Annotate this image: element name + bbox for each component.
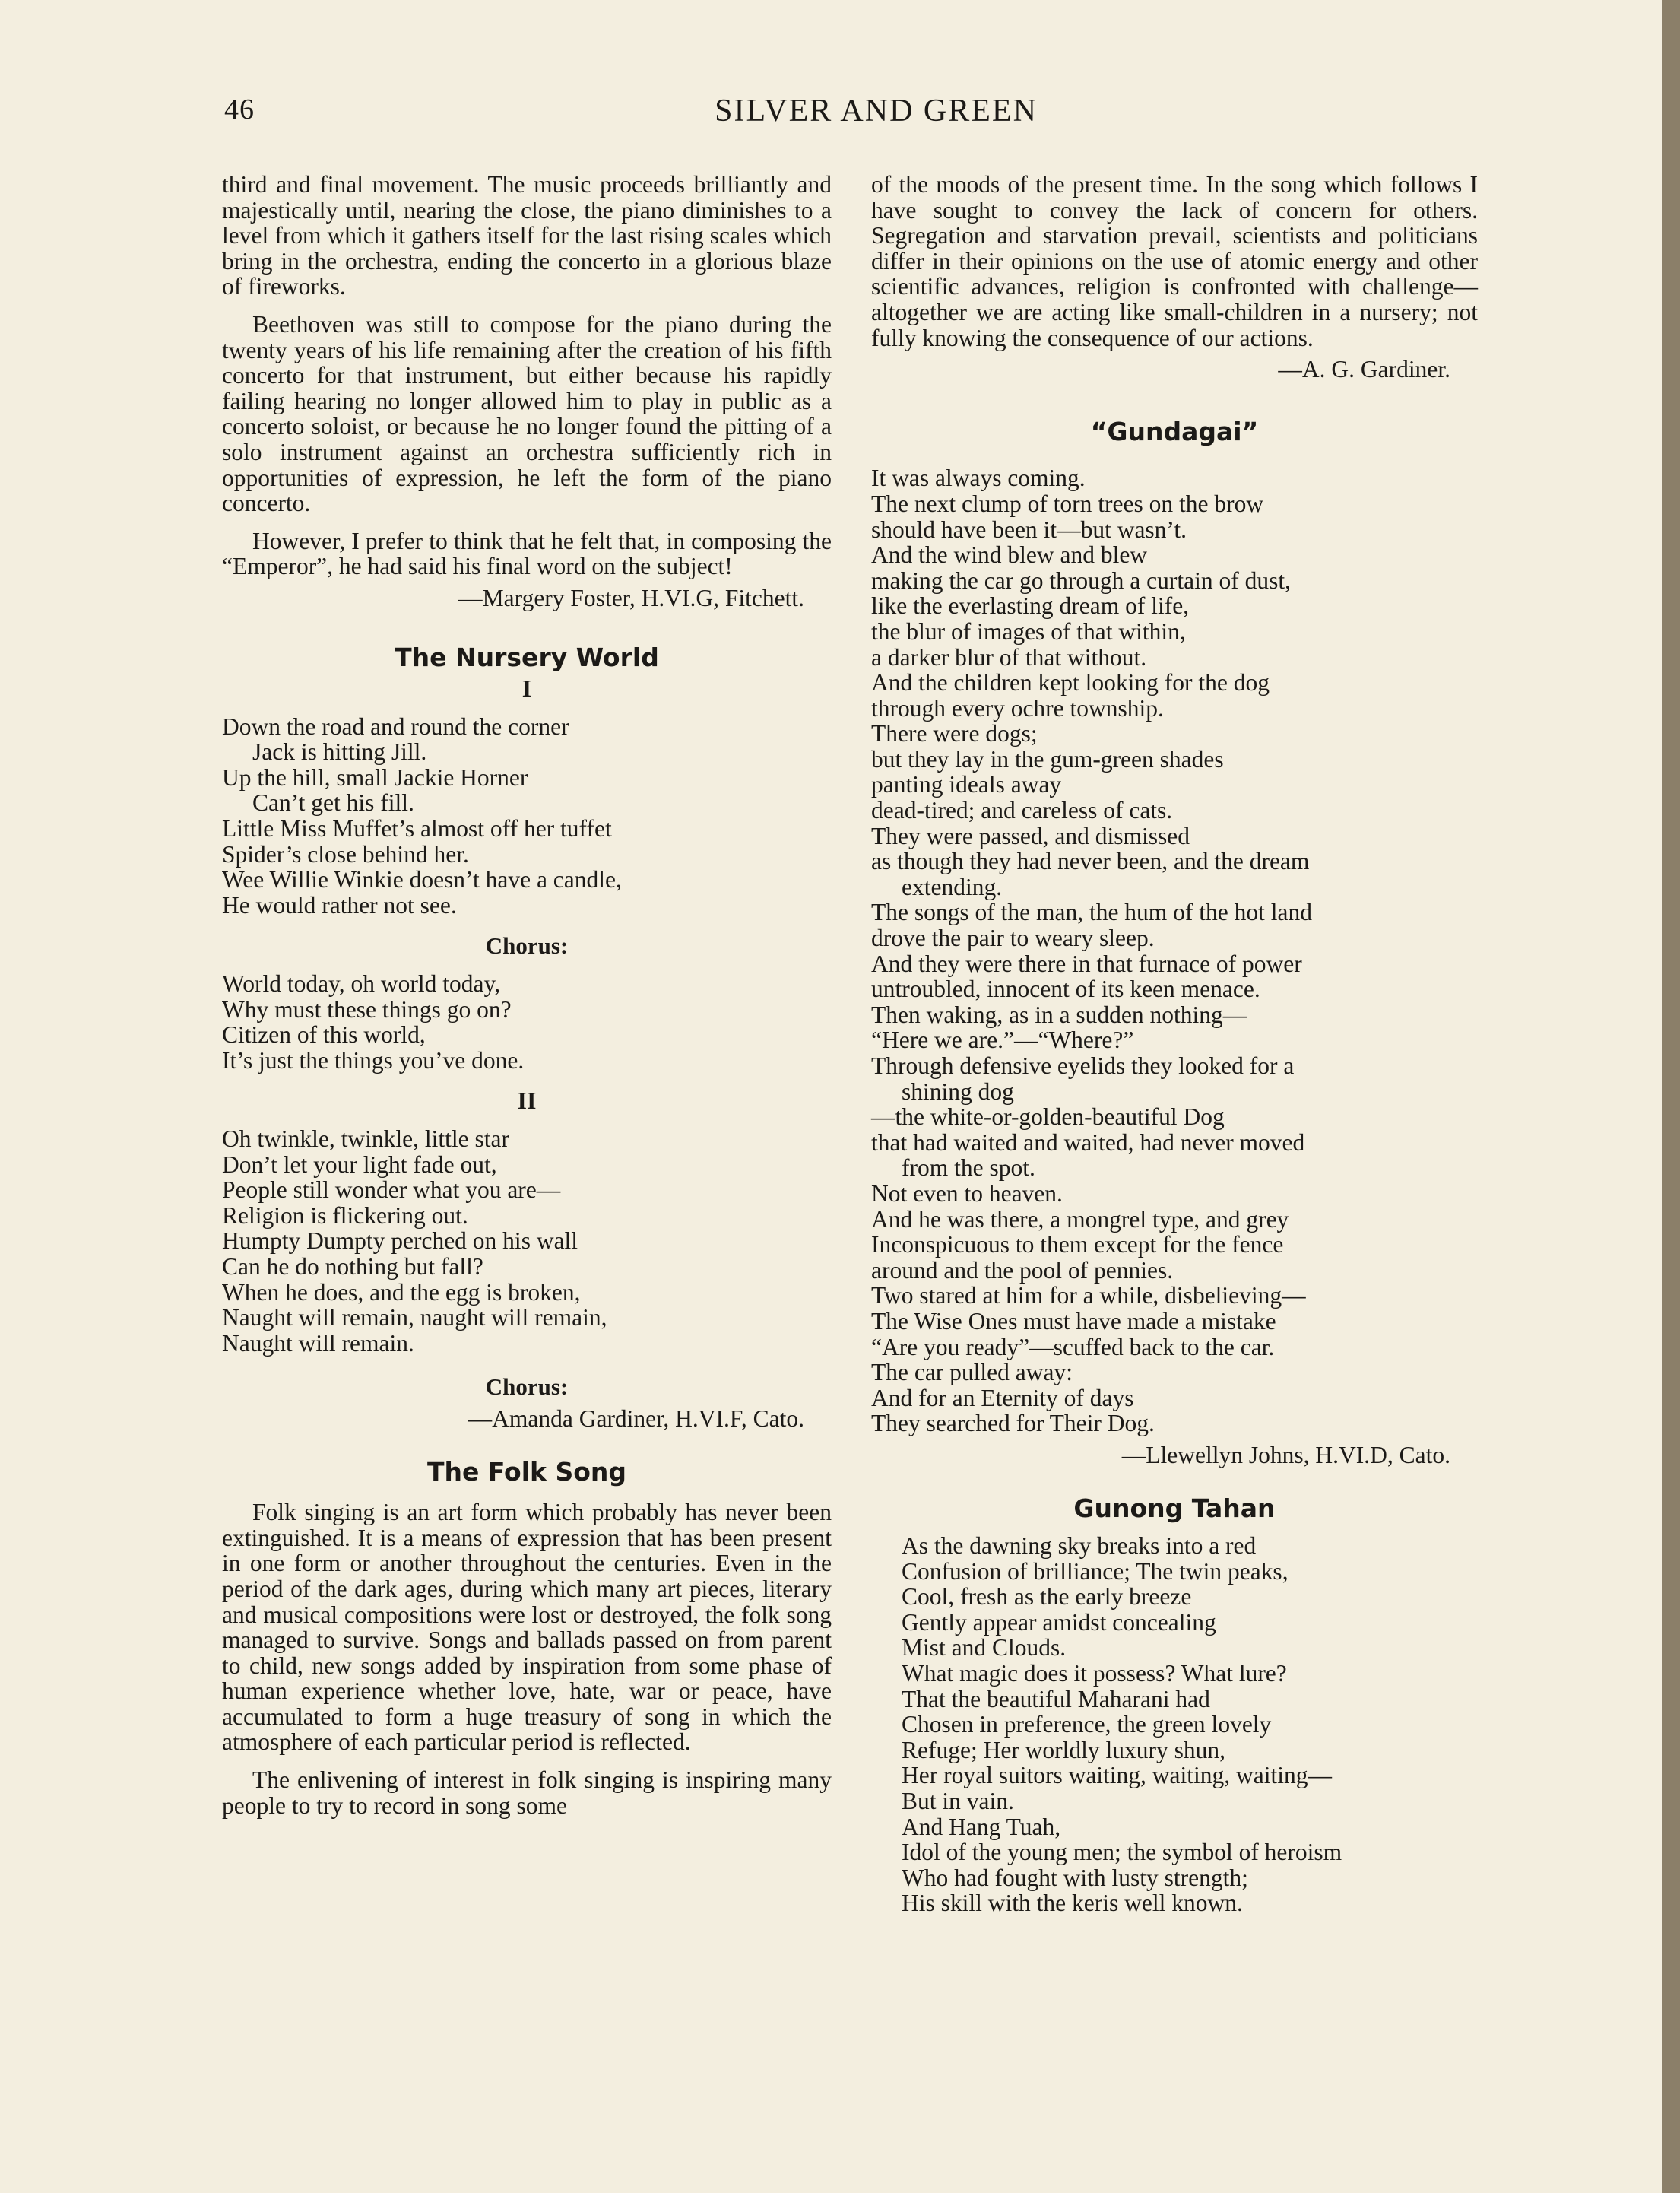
poem-line: shining dog [902, 1077, 1014, 1105]
poem-line: But in vain. [902, 1788, 1014, 1815]
folk-continuation: of the moods of the present time. In the song which follows I have sought to convey the lack of concern for others. Segregation and starvation prevail, scientists and politicians differ in their opinions on the use of atomic energy and other scientific advances, religion is confronted with challenge—altogether we are acting like small-children in a nursery; not fully knowing the consequence of our actions. [871, 171, 1478, 351]
poem-line: And they were there in that furnace of power [871, 950, 1302, 977]
gunong-tahan-title: Gunong Tahan [1073, 1493, 1276, 1523]
concerto-byline: —Margery Foster, H.VI.G, Fitchett. [458, 584, 804, 611]
poem-line: Up the hill, small Jackie Horner [222, 763, 528, 791]
poem-line: And the wind blew and blew [871, 541, 1148, 569]
poem-line: Idol of the young men; the symbol of heroism [902, 1839, 1342, 1866]
nursery-byline: —Amanda Gardiner, H.VI.F, Cato. [468, 1404, 804, 1432]
poem-line: Then waking, as in a sudden nothing— [871, 1001, 1247, 1028]
poem-line: that had waited and waited, had never moved [871, 1128, 1305, 1156]
poem-line: They searched for Their Dog. [871, 1410, 1155, 1437]
poem-line: Citizen of this world, [222, 1021, 426, 1049]
chorus-label: Chorus: [485, 932, 569, 960]
poem-line: extending. [902, 873, 1003, 900]
right-column [871, 172, 1478, 1916]
gunong-tahan-poem [902, 1533, 1478, 1916]
poem-line: Oh twinkle, twinkle, little star [222, 1125, 509, 1152]
poem-line: There were dogs; [871, 720, 1038, 747]
poem-line: Refuge; Her worldly luxury shun, [902, 1736, 1226, 1763]
page-number: 46 [224, 94, 255, 125]
poem-line: The Wise Ones must have made a mistake [871, 1307, 1276, 1335]
poem-line: but they lay in the gum-green shades [871, 745, 1224, 773]
poem-line: And the children kept looking for the dog [871, 669, 1270, 697]
poem-line: Spider’s close behind her. [222, 840, 469, 868]
poem-line: the blur of images of that within, [871, 617, 1186, 645]
poem-line: “Here we are.”—“Where?” [871, 1027, 1134, 1054]
poem-line: Naught will remain, naught will remain, [222, 1304, 607, 1331]
gundagai-poem [871, 465, 1478, 1436]
poem-line: Through defensive eyelids they looked for a [871, 1052, 1295, 1079]
poem-line: It’s just the things you’ve done. [222, 1046, 525, 1074]
poem-line: Wee Willie Winkie doesn’t have a candle, [222, 866, 622, 893]
poem-line: That the beautiful Maharani had [902, 1685, 1210, 1712]
poem-line: Naught will remain. [222, 1329, 414, 1357]
running-title: SILVER AND GREEN [715, 94, 1038, 129]
folk-paragraph-1: Folk singing is an art form which probably has never been extinguished. It is a means of expression that has been present in one form or another throughout the centuries. Even in the period of the dark ages, during which many art pieces, literary and musical compositions were lost or destroyed, the folk song managed to survive. Songs and ballads passed on from parent to child, new songs added by inspiration from some phase of human experience whether love, hate, war or peace, have accumulated to form a huge treasury of song in which the atmosphere of each particular period is reflected. [222, 1499, 832, 1756]
concerto-paragraph-2: Beethoven was still to compose for the piano during the twenty years of his life remaining after the creation of his fifth concerto for that instrument, but either because his rapidly failing hearing no longer allowed him to play in public as a concerto soloist, or because he no longer found the pitting of a solo instrument against an orchestra sufficiently rich in opportunities of expression, he left the form of the piano concerto. [222, 310, 832, 517]
nursery-world-title: The Nursery World [395, 642, 659, 672]
poem-line: They were passed, and dismissed [871, 822, 1190, 849]
poem-line: Can’t get his fill. [252, 789, 414, 817]
poem-line: a darker blur of that without. [871, 643, 1147, 671]
concerto-paragraph-1: third and final movement. The music proceeds brilliantly and majestically until, nearing the close, the piano diminishes to a level from which it gathers itself for the last rising scales which bring in the orchestra, ending the concerto in a glorious blaze of fireworks. [222, 171, 832, 300]
left-column [222, 172, 832, 1830]
folk-paragraph-2: The enlivening of interest in folk singing is inspiring many people to try to record in song some [222, 1766, 832, 1819]
poem-line: Little Miss Muffet’s almost off her tuffet [222, 815, 612, 843]
poem-line: Don’t let your light fade out, [222, 1150, 497, 1178]
gundagai-title: “Gundagai” [1090, 416, 1259, 446]
poem-line: As the dawning sky breaks into a red [902, 1532, 1257, 1560]
poem-line: Gently appear amidst concealing [902, 1608, 1216, 1636]
poem-line: around and the pool of pennies. [871, 1256, 1174, 1284]
poem-line: The car pulled away: [871, 1359, 1073, 1386]
nursery-chorus [222, 971, 832, 1073]
nursery-part-1-numeral: I [521, 674, 532, 703]
chorus-label-2: Chorus: [485, 1373, 569, 1401]
poem-line: Mist and Clouds. [902, 1634, 1067, 1661]
poem-line: “Are you ready”—scuffed back to the car. [871, 1333, 1275, 1360]
poem-line: What magic does it possess? What lure? [902, 1660, 1287, 1687]
poem-line: Chosen in preference, the green lovely [902, 1711, 1272, 1738]
poem-line: When he does, and the egg is broken, [222, 1278, 581, 1306]
poem-line: Cool, fresh as the early breeze [902, 1583, 1192, 1611]
poem-line: Jack is hitting Jill. [252, 738, 427, 766]
poem-line: And Hang Tuah, [902, 1813, 1061, 1840]
poem-line: Down the road and round the corner [222, 712, 569, 740]
poem-line: making the car go through a curtain of dust, [871, 566, 1291, 594]
poem-line: Confusion of brilliance; The twin peaks, [902, 1557, 1289, 1585]
page-header [224, 93, 1528, 138]
poem-line: —the white-or-golden-beautiful Dog [871, 1103, 1225, 1131]
poem-line: Her royal suitors waiting, waiting, waiting— [902, 1762, 1333, 1789]
gundagai-byline: —Llewellyn Johns, H.VI.D, Cato. [1121, 1441, 1450, 1468]
poem-line: Two stared at him for a while, disbelieving— [871, 1282, 1306, 1309]
poem-line: The songs of the man, the hum of the hot land [871, 899, 1313, 926]
poem-line: The next clump of torn trees on the brow [871, 490, 1264, 517]
poem-line: drove the pair to weary sleep. [871, 925, 1155, 952]
nursery-stanza-2 [222, 1126, 832, 1356]
poem-line: untroubled, innocent of its keen menace. [871, 976, 1260, 1003]
poem-line: Not even to heaven. [871, 1179, 1063, 1207]
poem-line: It was always coming. [871, 465, 1086, 492]
poem-line: panting ideals away [871, 771, 1062, 798]
poem-line: as though they had never been, and the dream [871, 848, 1310, 875]
poem-line: Religion is flickering out. [222, 1201, 468, 1229]
poem-line: should have been it—but wasn’t. [871, 516, 1187, 543]
poem-line: Why must these things go on? [222, 995, 512, 1023]
poem-line: Humpty Dumpty perched on his wall [222, 1227, 578, 1255]
poem-line: And he was there, a mongrel type, and grey [871, 1205, 1289, 1233]
poem-line: World today, oh world today, [222, 970, 501, 998]
folk-byline: —A. G. Gardiner. [1278, 356, 1450, 383]
poem-line: from the spot. [902, 1154, 1035, 1182]
poem-line: Can he do nothing but fall? [222, 1252, 483, 1280]
concerto-paragraph-3: However, I prefer to think that he felt that, in composing the “Emperor”, he had said his final word on the subject! [222, 527, 832, 580]
poem-line: And for an Eternity of days [871, 1384, 1134, 1411]
nursery-part-2-numeral: II [517, 1087, 537, 1115]
poem-line: like the everlasting dream of life, [871, 592, 1190, 620]
poem-line: dead-tired; and careless of cats. [871, 797, 1173, 824]
poem-line: through every ochre township. [871, 694, 1164, 722]
poem-line: Inconspicuous to them except for the fence [871, 1231, 1284, 1258]
poem-line: People still wonder what you are— [222, 1176, 561, 1204]
folk-song-title: The Folk Song [426, 1456, 627, 1487]
nursery-stanza-1 [222, 714, 832, 919]
poem-line: He would rather not see. [222, 891, 457, 919]
poem-line: Who had fought with lusty strength; [902, 1864, 1248, 1891]
poem-line: His skill with the keris well known. [902, 1890, 1243, 1917]
